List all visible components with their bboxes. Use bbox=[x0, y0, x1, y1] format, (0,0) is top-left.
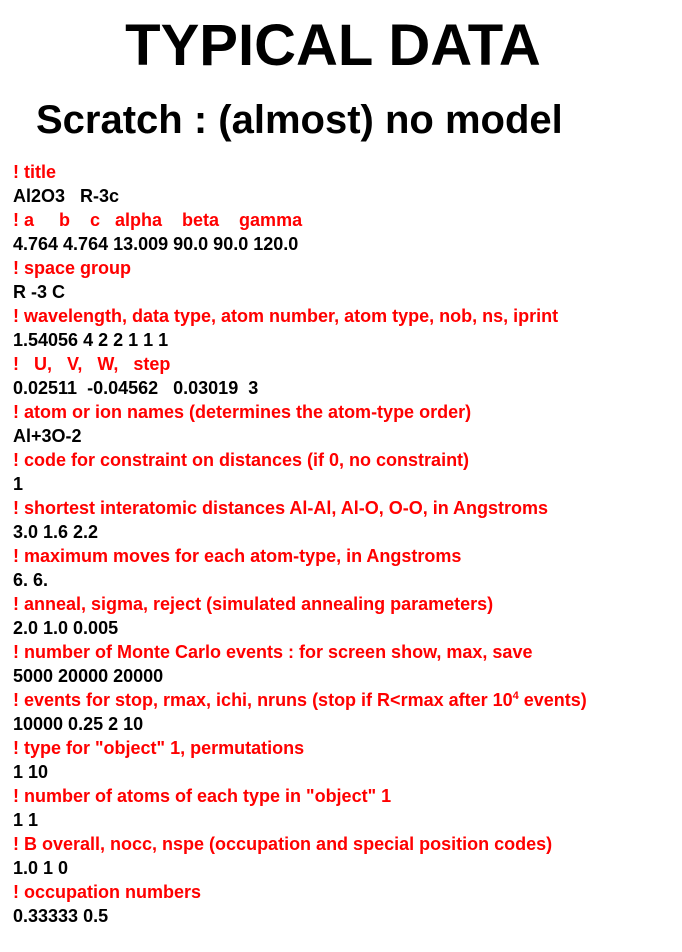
line-text: 1 1 bbox=[13, 810, 39, 830]
line-text: R -3 C bbox=[13, 282, 66, 302]
line-text: ! U, V, W, step bbox=[13, 354, 171, 374]
line-text-tail: events) bbox=[518, 690, 587, 710]
line-text: ! space group bbox=[13, 258, 132, 278]
line-text: ! B overall, nocc, nspe (occupation and special position codes) bbox=[13, 834, 553, 854]
line-text: ! type for "object" 1, permutations bbox=[13, 738, 305, 758]
data-listing bbox=[13, 160, 587, 928]
value-line bbox=[13, 424, 587, 448]
comment-line bbox=[13, 784, 587, 808]
comment-line bbox=[13, 736, 587, 760]
line-text: Al+3O-2 bbox=[13, 426, 82, 446]
line-text: ! anneal, sigma, reject (simulated annealing parameters) bbox=[13, 594, 494, 614]
value-line bbox=[13, 808, 587, 832]
page-subtitle: Scratch : (almost) no model bbox=[36, 98, 563, 142]
comment-line bbox=[13, 400, 587, 424]
line-text: ! number of atoms of each type in "object" 1 bbox=[13, 786, 392, 806]
comment-line bbox=[13, 208, 587, 232]
line-text: 3.0 1.6 2.2 bbox=[13, 522, 99, 542]
line-text: 4.764 4.764 13.009 90.0 90.0 120.0 bbox=[13, 234, 299, 254]
line-text: 5000 20000 20000 bbox=[13, 666, 164, 686]
line-text: ! shortest interatomic distances Al-Al, Al-O, O-O, in Angstroms bbox=[13, 498, 549, 518]
comment-line bbox=[13, 304, 587, 328]
comment-line bbox=[13, 640, 587, 664]
comment-line bbox=[13, 832, 587, 856]
value-line bbox=[13, 664, 587, 688]
line-text: ! a b c alpha beta gamma bbox=[13, 210, 303, 230]
comment-line bbox=[13, 592, 587, 616]
value-line bbox=[13, 376, 587, 400]
line-text: 0.33333 0.5 bbox=[13, 906, 109, 926]
value-line bbox=[13, 856, 587, 880]
value-line bbox=[13, 520, 587, 544]
value-line bbox=[13, 568, 587, 592]
comment-line bbox=[13, 880, 587, 904]
value-line bbox=[13, 760, 587, 784]
value-line bbox=[13, 904, 587, 928]
line-text: 2.0 1.0 0.005 bbox=[13, 618, 119, 638]
page-title: TYPICAL DATA bbox=[125, 13, 541, 78]
comment-line bbox=[13, 688, 587, 712]
value-line bbox=[13, 472, 587, 496]
line-text: ! events for stop, rmax, ichi, nruns (stop if R<rmax after 10 bbox=[13, 690, 513, 710]
line-superscript: 4 bbox=[512, 690, 519, 702]
line-text: 1.0 1 0 bbox=[13, 858, 69, 878]
comment-line bbox=[13, 352, 587, 376]
value-line bbox=[13, 616, 587, 640]
line-text: 1.54056 4 2 2 1 1 1 bbox=[13, 330, 169, 350]
value-line bbox=[13, 280, 587, 304]
line-text: ! maximum moves for each atom-type, in Angstroms bbox=[13, 546, 462, 566]
comment-line bbox=[13, 256, 587, 280]
line-text: ! number of Monte Carlo events : for screen show, max, save bbox=[13, 642, 533, 662]
line-text: 6. 6. bbox=[13, 570, 49, 590]
line-text: 0.02511 -0.04562 0.03019 3 bbox=[13, 378, 259, 398]
line-text: ! title bbox=[13, 162, 56, 182]
line-text: ! wavelength, data type, atom number, atom type, nob, ns, iprint bbox=[13, 306, 559, 326]
line-text: Al2O3 R-3c bbox=[13, 186, 120, 206]
line-text: 1 10 bbox=[13, 762, 49, 782]
comment-line bbox=[13, 496, 587, 520]
line-text: ! occupation numbers bbox=[13, 882, 202, 902]
line-text: 10000 0.25 2 10 bbox=[13, 714, 144, 734]
comment-line bbox=[13, 448, 587, 472]
value-line bbox=[13, 184, 587, 208]
line-text: 1 bbox=[13, 474, 24, 494]
line-text: ! code for constraint on distances (if 0, no constraint) bbox=[13, 450, 470, 470]
comment-line bbox=[13, 544, 587, 568]
comment-line bbox=[13, 160, 587, 184]
value-line bbox=[13, 232, 587, 256]
value-line bbox=[13, 328, 587, 352]
value-line bbox=[13, 712, 587, 736]
line-text: ! atom or ion names (determines the atom-type order) bbox=[13, 402, 472, 422]
